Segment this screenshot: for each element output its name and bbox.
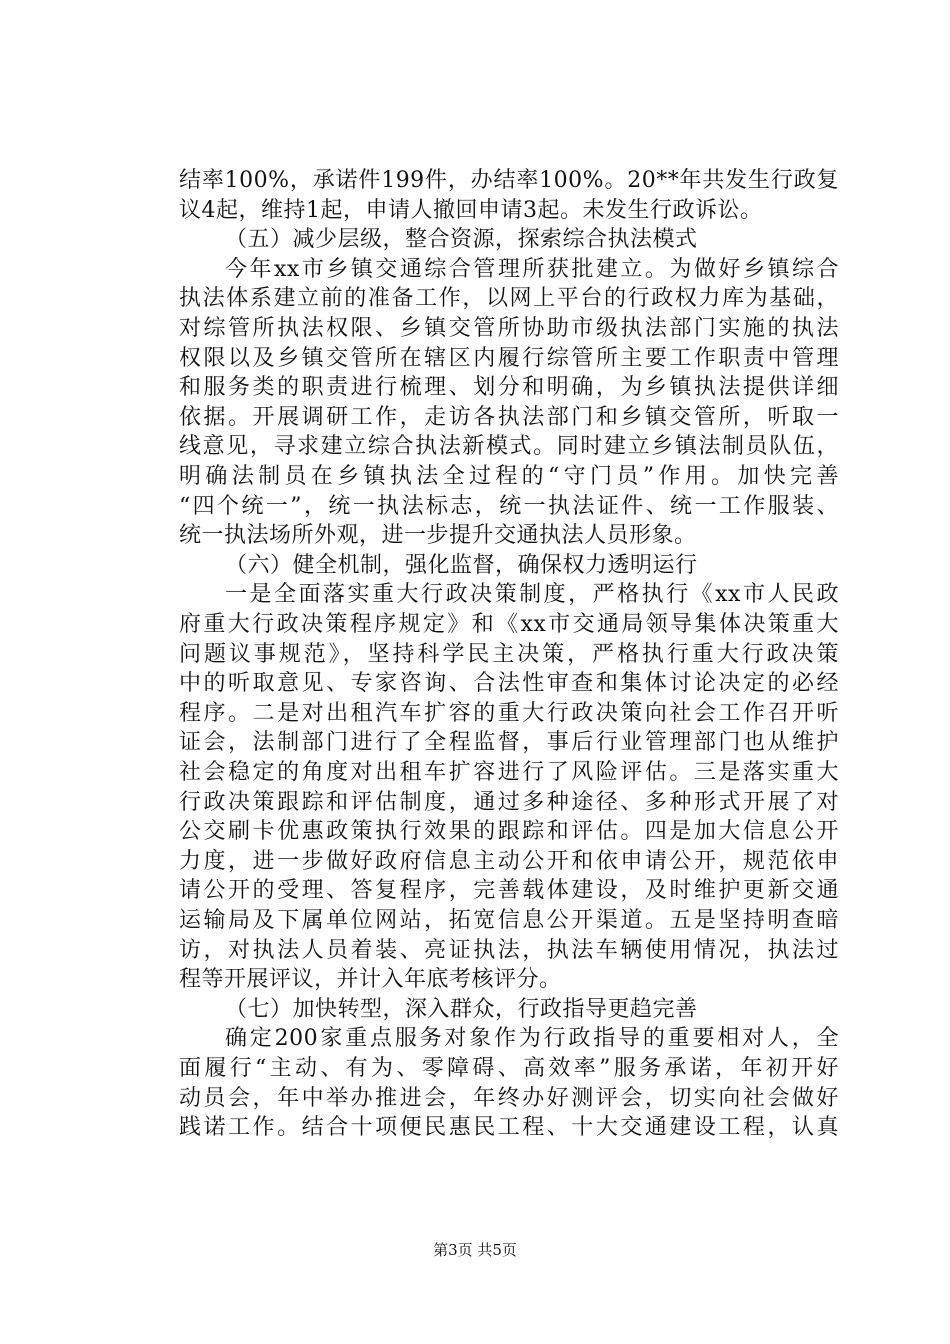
body-text-line: 证会，法制部门进行了全程监督，事后行业管理部门也从维护 (179, 730, 839, 756)
body-text-line: “四个统一”，统一执法标志，统一执法证件、统一工作服装、 (179, 493, 839, 519)
body-text-line: 依据。开展调研工作，走访各执法部门和乡镇交管所，听取一 (179, 404, 839, 430)
body-text-line: 权限以及乡镇交管所在辖区内履行综管所主要工作职责中管理 (179, 345, 839, 371)
paragraph-first-line: 确定200家重点服务对象作为行政指导的重要相对人，全 (225, 1026, 839, 1052)
body-text-line: 力度，进一步做好政府信息主动公开和依申请公开，规范依申 (179, 848, 839, 874)
body-text-line: 践诺工作。结合十项便民惠民工程、十大交通建设工程，认真 (179, 1115, 839, 1141)
body-text-line: 执法体系建立前的准备工作，以网上平台的行政权力库为基础， (179, 286, 839, 312)
body-text-line: 和服务类的职责进行梳理、划分和明确，为乡镇执法提供详细 (179, 375, 839, 401)
body-text-line: 线意见，寻求建立综合执法新模式。同时建立乡镇法制员队伍， (179, 434, 839, 460)
section-heading-7: （七）加快转型，深入群众，行政指导更趋完善 (225, 996, 698, 1022)
body-text-line: 议4起，维持1起，申请人撤回申请3起。未发生行政诉讼。 (179, 197, 763, 223)
body-text-line: 程等开展评议，并计入年底考核评分。 (179, 967, 562, 993)
body-text-line: 问题议事规范》，坚持科学民主决策，严格执行重大行政决策 (179, 641, 839, 667)
body-text-line: 对综管所执法权限、乡镇交管所协助市级执法部门实施的执法 (179, 316, 839, 341)
body-text-line: 运输局及下属单位网站，拓宽信息公开渠道。五是坚持明查暗 (179, 908, 839, 933)
body-text-line: 结率100%，承诺件199件，办结率100%。20**年共发生行政复 (179, 168, 839, 193)
body-text-line: 府重大行政决策程序规定》和《xx市交通局领导集体决策重大 (179, 612, 839, 637)
body-text-line: 明确法制员在乡镇执法全过程的“守门员”作用。加快完善 (179, 464, 839, 489)
body-text-line: 公交刷卡优惠政策执行效果的跟踪和评估。四是加大信息公开 (179, 819, 839, 845)
body-text-line: 请公开的受理、答复程序，完善载体建设，及时维护更新交通 (179, 878, 839, 904)
body-text-line: 行政决策跟踪和评估制度，通过多种途径、多种形式开展了对 (179, 789, 839, 815)
body-text-line: 程序。二是对出租汽车扩容的重大行政决策向社会工作召开听 (179, 700, 839, 726)
section-heading-6: （六）健全机制，强化监督，确保权力透明运行 (225, 552, 698, 578)
body-text-line: 动员会，年中举办推进会，年终办好测评会，切实向社会做好 (179, 1085, 839, 1111)
paragraph-first-line: 一是全面落实重大行政决策制度，严格执行《xx市人民政 (225, 582, 839, 608)
body-text-line: 面履行“主动、有为、零障碍、高效率”服务承诺，年初开好 (179, 1056, 839, 1081)
paragraph-first-line: 今年xx市乡镇交通综合管理所获批建立。为做好乡镇综合 (225, 256, 839, 282)
body-text-line: 中的听取意见、专家咨询、合法性审查和集体讨论决定的必经 (179, 671, 839, 697)
body-text-line: 访，对执法人员着装、亮证执法，执法车辆使用情况，执法过 (179, 937, 839, 963)
body-text-line: 社会稳定的角度对出租车扩容进行了风险评估。三是落实重大 (179, 760, 839, 785)
body-text-line: 统一执法场所外观，进一步提升交通执法人员形象。 (179, 523, 697, 549)
section-heading-5: （五）减少层级，整合资源，探索综合执法模式 (225, 227, 698, 253)
page-footer: 第3页 共5页 (433, 1241, 517, 1259)
